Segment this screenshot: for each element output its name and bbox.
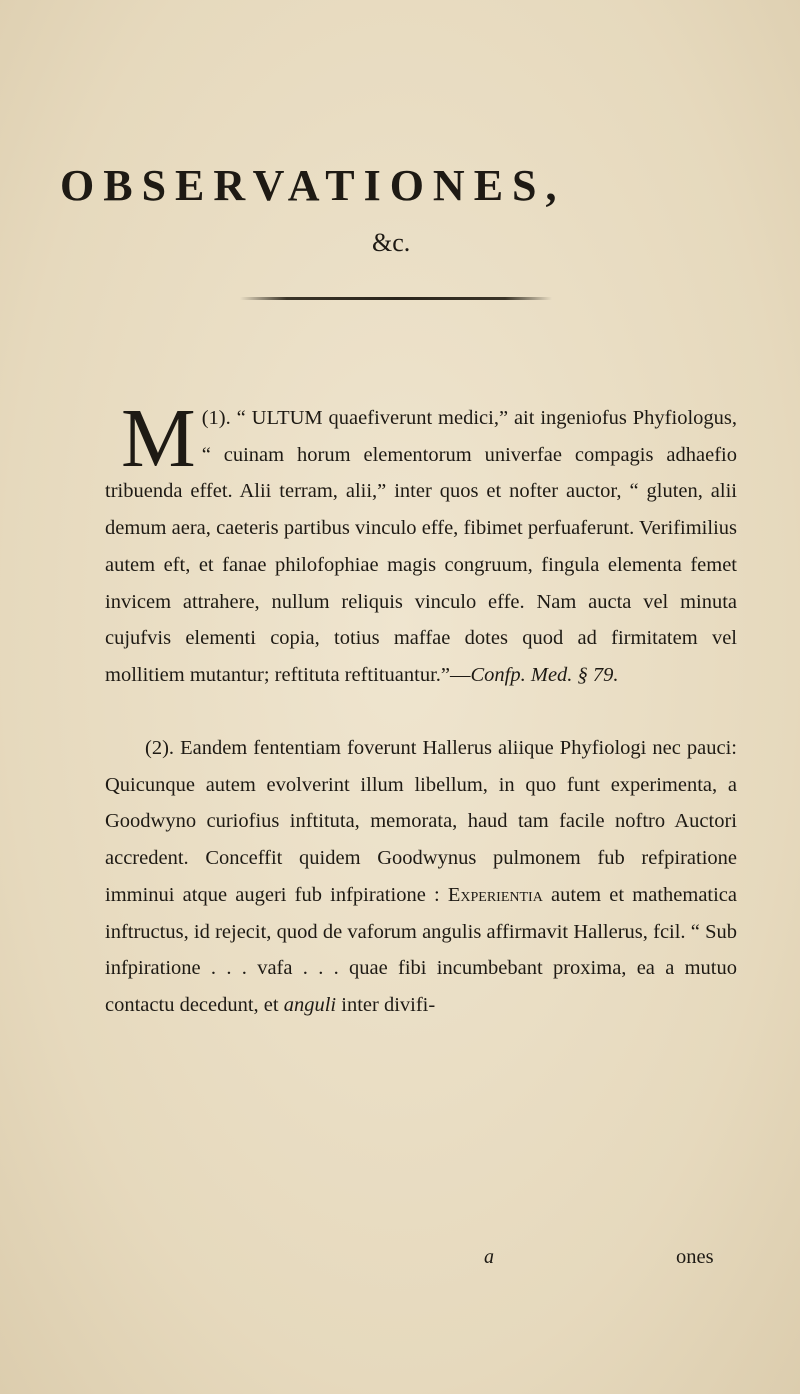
note-1 bbox=[105, 392, 738, 694]
drop-cap: M bbox=[121, 392, 196, 485]
note-2 bbox=[105, 730, 737, 1024]
note-1-body: quaefiverunt medici,” ait ingeniofus Phyfiologus, “ cuinam horum elementorum univerfae compagis adhaefio tribuenda effet. Alii terram, alii,” inter quos et nofter auctor, “ gluten, alii demum aera, caeteris partibus vinculo effe, fibimet perfuaferunt. Verifimilius autem eft, et fanae philofophiae magis congruum, fingula elementa femet invicem attrahere, nullum reliquis vinculo effe. Nam aucta vel minuta cujufvis elementi copia, totius maffae dotes quod ad firmitatem vel mollitiem mutantur; reftituta reftituantur.”— bbox=[105, 407, 738, 686]
signature-mark: a bbox=[484, 1246, 494, 1268]
note-1-citation: Confp. Med. § 79. bbox=[470, 663, 619, 686]
page-title: OBSERVATIONES, bbox=[60, 161, 566, 210]
note-2-smallcaps: Experientia bbox=[447, 883, 543, 906]
note-1-marker: (1). “ bbox=[201, 407, 246, 429]
page-subtitle: &c. bbox=[372, 228, 411, 257]
note-2-italic: anguli bbox=[283, 993, 337, 1016]
note-2-marker: (2). bbox=[145, 737, 175, 759]
note-1-lead: ULTUM bbox=[251, 407, 323, 429]
note-2-body-b: autem et mathematica inftructus, id rejecit, quod de vaforum angulis affirmavit Hallerus, fcil. “ Sub infpiratione . . . vafa . . . quae fibi incumbebant proxima, ea a mutuo contactu decedunt, et bbox=[105, 883, 738, 1016]
ornamental-rule bbox=[240, 297, 552, 300]
note-2-body-a: Eandem fententiam foverunt Hallerus aliique Phyfiologi nec pauci: Quicunque autem evolverint illum libellum, in quo funt experimenta, a Goodwyno curiofius inftituta, memorata, haud tam facile noftro Auctori accredent. Conceffit quidem Goodwynus pulmonem fub refpiratione imminui atque augeri fub infpiratione : bbox=[105, 737, 737, 906]
note-2-body-c: inter divifi- bbox=[341, 993, 436, 1016]
catchword: ones bbox=[676, 1246, 714, 1268]
